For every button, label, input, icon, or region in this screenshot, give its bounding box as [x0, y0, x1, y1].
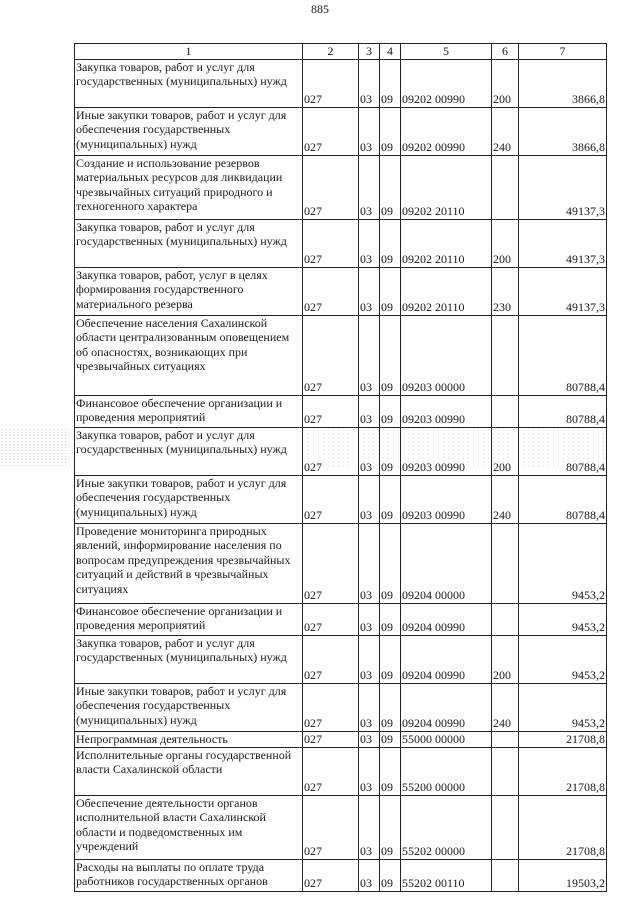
section-code: 03 [359, 523, 380, 603]
target-article-code: 09202 20110 [401, 267, 492, 315]
budget-code: 027 [303, 219, 359, 267]
section-code: 03 [359, 267, 380, 315]
row-name: Закупка товаров, работ и услуг для государственных (муниципальных) нужд [75, 219, 303, 267]
table-row [75, 427, 607, 475]
budget-code: 027 [303, 427, 359, 475]
amount: 21708,8 [519, 795, 607, 859]
table-row [75, 683, 607, 731]
subsection-code: 09 [380, 683, 401, 731]
expense-type-code: 200 [492, 427, 519, 475]
expense-type-code [492, 747, 519, 795]
table-row [75, 315, 607, 395]
row-name: Создание и использование резервов материальных ресурсов для ликвидации чрезвычайных ситуаций природного и техногенного характера [75, 155, 303, 219]
amount: 9453,2 [519, 683, 607, 731]
section-code: 03 [359, 731, 380, 747]
page-number: 885 [311, 2, 329, 16]
subsection-code: 09 [380, 395, 401, 427]
target-article-code: 09202 00990 [401, 59, 492, 107]
budget-code: 027 [303, 731, 359, 747]
target-article-code: 55202 00000 [401, 795, 492, 859]
budget-code: 027 [303, 747, 359, 795]
row-name: Расходы на выплаты по оплате труда работников государственных органов [75, 859, 303, 891]
amount: 80788,4 [519, 395, 607, 427]
row-name: Проведение мониторинга природных явлений, информирование населения по вопросам предупреждения чрезвычайных ситуаций и действий в чрезвычайных ситуациях [75, 523, 303, 603]
target-article-code: 55202 00110 [401, 859, 492, 891]
row-name: Иные закупки товаров, работ и услуг для обеспечения государственных (муниципальных) нужд [75, 475, 303, 523]
amount: 21708,8 [519, 747, 607, 795]
expense-type-code [492, 315, 519, 395]
section-code: 03 [359, 747, 380, 795]
section-code: 03 [359, 107, 380, 155]
expense-type-code: 200 [492, 219, 519, 267]
target-article-code: 09204 00990 [401, 683, 492, 731]
section-code: 03 [359, 395, 380, 427]
subsection-code: 09 [380, 315, 401, 395]
expense-type-code: 240 [492, 107, 519, 155]
subsection-code: 09 [380, 603, 401, 635]
section-code: 03 [359, 475, 380, 523]
table-row [75, 107, 607, 155]
amount: 3866,8 [519, 59, 607, 107]
section-code: 03 [359, 155, 380, 219]
column-header: 5 [401, 44, 492, 60]
table-row [75, 219, 607, 267]
row-name: Исполнительные органы государственной власти Сахалинской области [75, 747, 303, 795]
amount: 9453,2 [519, 603, 607, 635]
subsection-code: 09 [380, 155, 401, 219]
row-name: Закупка товаров, работ и услуг для государственных (муниципальных) нужд [75, 427, 303, 475]
target-article-code: 09202 20110 [401, 155, 492, 219]
target-article-code: 09203 00990 [401, 395, 492, 427]
target-article-code: 09203 00990 [401, 475, 492, 523]
budget-code: 027 [303, 859, 359, 891]
column-header: 6 [492, 44, 519, 60]
budget-code: 027 [303, 523, 359, 603]
table-row [75, 603, 607, 635]
amount: 9453,2 [519, 523, 607, 603]
subsection-code: 09 [380, 427, 401, 475]
subsection-code: 09 [380, 107, 401, 155]
budget-code: 027 [303, 267, 359, 315]
budget-code: 027 [303, 59, 359, 107]
amount: 80788,4 [519, 315, 607, 395]
row-name: Обеспечение населения Сахалинской области централизованным оповещением об опасностях, возникающих при чрезвычайных ситуациях [75, 315, 303, 395]
row-name: Иные закупки товаров, работ и услуг для обеспечения государственных (муниципальных) нужд [75, 107, 303, 155]
expense-type-code [492, 731, 519, 747]
column-header: 4 [380, 44, 401, 60]
budget-code: 027 [303, 155, 359, 219]
amount: 49137,3 [519, 155, 607, 219]
table-row [75, 267, 607, 315]
target-article-code: 55000 00000 [401, 731, 492, 747]
subsection-code: 09 [380, 59, 401, 107]
expense-type-code: 200 [492, 635, 519, 683]
table-row [75, 635, 607, 683]
amount: 21708,8 [519, 731, 607, 747]
column-header: 2 [303, 44, 359, 60]
amount: 80788,4 [519, 427, 607, 475]
section-code: 03 [359, 59, 380, 107]
column-header: 1 [75, 44, 303, 60]
table-row [75, 59, 607, 107]
amount: 49137,3 [519, 267, 607, 315]
row-name: Непрограммная деятельность [75, 731, 303, 747]
amount: 80788,4 [519, 475, 607, 523]
expense-type-code [492, 395, 519, 427]
target-article-code: 09204 00000 [401, 523, 492, 603]
target-article-code: 09202 00990 [401, 107, 492, 155]
table-row [75, 475, 607, 523]
budget-code: 027 [303, 315, 359, 395]
budget-code: 027 [303, 635, 359, 683]
budget-code: 027 [303, 107, 359, 155]
expense-type-code [492, 523, 519, 603]
row-name: Иные закупки товаров, работ и услуг для обеспечения государственных (муниципальных) нужд [75, 683, 303, 731]
row-name: Закупка товаров, работ и услуг для государственных (муниципальных) нужд [75, 59, 303, 107]
target-article-code: 09204 00990 [401, 603, 492, 635]
column-number-row [75, 44, 607, 60]
expense-type-code: 200 [492, 59, 519, 107]
expense-type-code [492, 795, 519, 859]
amount: 9453,2 [519, 635, 607, 683]
target-article-code: 09203 00000 [401, 315, 492, 395]
section-code: 03 [359, 315, 380, 395]
row-name: Закупка товаров, работ и услуг для государственных (муниципальных) нужд [75, 635, 303, 683]
row-name: Закупка товаров, работ, услуг в целях формирования государственного материального резерва [75, 267, 303, 315]
section-code: 03 [359, 603, 380, 635]
expense-type-code: 240 [492, 475, 519, 523]
section-code: 03 [359, 635, 380, 683]
amount: 49137,3 [519, 219, 607, 267]
table-row [75, 523, 607, 603]
expense-type-code [492, 859, 519, 891]
section-code: 03 [359, 683, 380, 731]
subsection-code: 09 [380, 731, 401, 747]
target-article-code: 09202 20110 [401, 219, 492, 267]
amount: 3866,8 [519, 107, 607, 155]
subsection-code: 09 [380, 523, 401, 603]
subsection-code: 09 [380, 475, 401, 523]
table-row [75, 155, 607, 219]
table-row [75, 795, 607, 859]
subsection-code: 09 [380, 267, 401, 315]
table-row [75, 747, 607, 795]
section-code: 03 [359, 219, 380, 267]
table-row [75, 395, 607, 427]
column-header: 3 [359, 44, 380, 60]
target-article-code: 09203 00990 [401, 427, 492, 475]
budget-table [74, 43, 607, 892]
table-row [75, 859, 607, 891]
budget-code: 027 [303, 475, 359, 523]
expense-type-code: 230 [492, 267, 519, 315]
budget-code: 027 [303, 795, 359, 859]
budget-code: 027 [303, 603, 359, 635]
budget-code: 027 [303, 395, 359, 427]
section-code: 03 [359, 859, 380, 891]
amount: 19503,2 [519, 859, 607, 891]
expense-type-code [492, 155, 519, 219]
table-row [75, 731, 607, 747]
target-article-code: 55200 00000 [401, 747, 492, 795]
row-name: Финансовое обеспечение организации и проведения мероприятий [75, 395, 303, 427]
expense-type-code: 240 [492, 683, 519, 731]
column-header: 7 [519, 44, 607, 60]
budget-code: 027 [303, 683, 359, 731]
scan-noise-left [0, 428, 70, 468]
subsection-code: 09 [380, 635, 401, 683]
expense-type-code [492, 603, 519, 635]
row-name: Обеспечение деятельности органов исполнительной власти Сахалинской области и подведомственных им учреждений [75, 795, 303, 859]
subsection-code: 09 [380, 859, 401, 891]
subsection-code: 09 [380, 747, 401, 795]
section-code: 03 [359, 795, 380, 859]
subsection-code: 09 [380, 219, 401, 267]
section-code: 03 [359, 427, 380, 475]
row-name: Финансовое обеспечение организации и проведения мероприятий [75, 603, 303, 635]
subsection-code: 09 [380, 795, 401, 859]
target-article-code: 09204 00990 [401, 635, 492, 683]
